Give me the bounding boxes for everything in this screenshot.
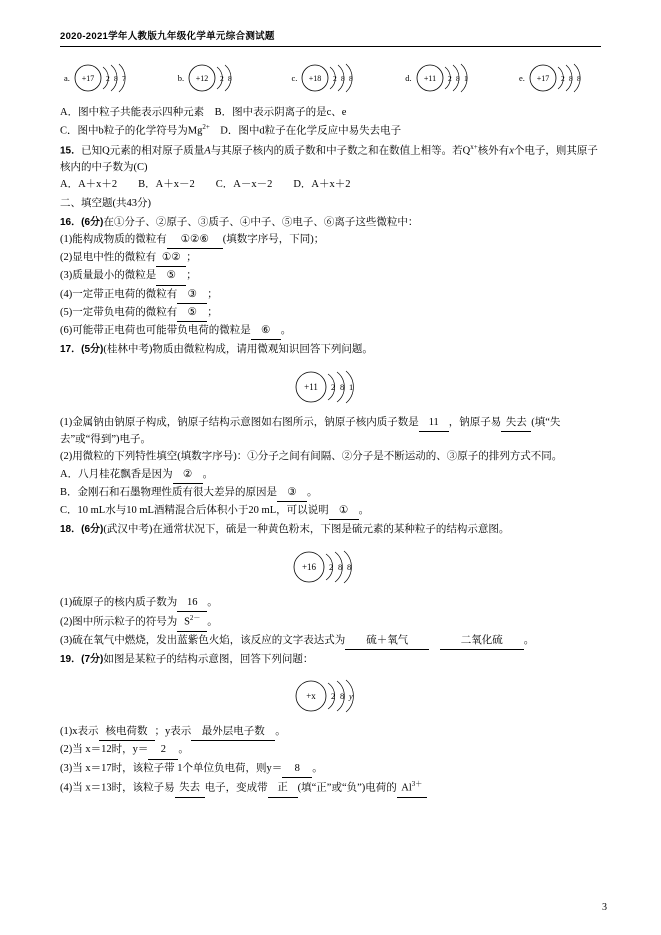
svg-text:+12: +12 — [195, 74, 209, 83]
q17-part1-answer1: 11 — [419, 415, 449, 432]
q19-item-2-text: (2)当 x＝12时，y＝ — [60, 744, 149, 756]
svg-text:8: 8 — [455, 74, 460, 83]
q16-item-4-tail: ； — [207, 288, 218, 300]
svg-text:2: 2 — [447, 74, 452, 83]
atom-diagram-e — [519, 61, 597, 95]
q17-part1 — [60, 415, 601, 449]
q17-option-b — [60, 485, 601, 502]
atom-label-e: e. — [519, 73, 525, 83]
atom-diagram-row — [64, 61, 597, 95]
q15-text3: 核外有 — [477, 145, 510, 157]
q16-item-5-text: (5)一定带负电荷的微粒有 — [60, 306, 178, 318]
q16-item-1-answer: ①②⑥ — [167, 232, 223, 249]
q19-item-4-symbol: Al — [401, 782, 412, 794]
q14-option-a: A．图中粒子共能表示四种元素 — [60, 107, 205, 118]
q15-answer: (C) — [133, 161, 148, 173]
q18-part1-answer: 16 — [177, 595, 207, 612]
q17-part1-text1: (1)金属钠由钠原子构成，钠原子结构示意图如右图所示，钠原子核内质子数是 — [60, 416, 419, 428]
q14-option-b: B．图中表示阴离子的是c、e — [214, 107, 347, 118]
svg-text:2: 2 — [220, 74, 224, 83]
svg-text:+16: +16 — [301, 561, 316, 572]
q17-option-c — [60, 503, 601, 520]
section-2-title: 二、填空题(共43分) — [60, 198, 151, 210]
q15-sup: x+ — [470, 143, 478, 152]
q17-option-b-tail: 。 — [307, 486, 318, 498]
q19-item-3-text: (3)当 x＝17时，该粒子带 1个单位负电荷，则y＝ — [60, 762, 283, 774]
svg-text:2: 2 — [330, 381, 335, 392]
q18-stem-text: (武汉中考)在通常状况下，硫是一种黄色粉末，下图是硫元素的某种粒子的结构示意图。 — [103, 524, 510, 536]
q17-option-a-tail: 。 — [202, 468, 214, 480]
q17-stem-text: (桂林中考)物质由微粒构成，请用微观知识回答下列问题。 — [103, 344, 373, 356]
q18-part2 — [60, 613, 601, 632]
q16-item-5-answer: ⑤ — [177, 305, 207, 322]
q19-item-3-tail: 。 — [312, 762, 323, 774]
svg-text:1: 1 — [463, 74, 468, 83]
atom-label-a: a. — [64, 73, 70, 83]
svg-text:2: 2 — [330, 691, 335, 702]
svg-text:+17: +17 — [536, 74, 550, 83]
q14-option-c-charge: 2+ — [202, 123, 210, 132]
q19-item-4-answer2: 正 — [268, 780, 298, 797]
q17-option-a — [60, 467, 601, 484]
svg-text:2: 2 — [333, 74, 338, 83]
q16-stem — [60, 215, 601, 231]
svg-text:2: 2 — [328, 561, 333, 572]
q18-part1-text: (1)硫原子的核内质子数为 — [60, 596, 178, 608]
q16-item-3-tail: ； — [186, 270, 197, 282]
q18-part3-text: (3)硫在氧气中燃烧，发出蓝紫色火焰，该反应的文字表达式为 — [60, 634, 346, 646]
svg-text:8: 8 — [576, 74, 581, 83]
q18-number: 18． — [60, 524, 82, 536]
atom-label-c: c. — [291, 73, 298, 83]
q16-item-6-answer: ⑥ — [251, 323, 281, 340]
q17-option-c-text: C．10 mL水与10 mL酒精混合后体积小于20 mL，可以说明 — [60, 505, 329, 517]
svg-text:8: 8 — [339, 381, 344, 392]
q18-score: (6分) — [81, 524, 104, 536]
q16-score: (6分) — [81, 216, 104, 228]
q16-item-1-tail: (填数字序号，下同)； — [222, 233, 325, 245]
q15-text1: 已知Q元素的相对原子质量 — [81, 145, 205, 157]
atom-label-d: d. — [405, 73, 412, 83]
svg-text:8: 8 — [341, 74, 346, 83]
q19-item-1 — [60, 724, 601, 741]
svg-text:+x: +x — [305, 691, 316, 702]
q17-part1-answer2: 失去 — [501, 415, 531, 432]
q16-item-2 — [60, 250, 601, 267]
q16-item-2-tail: ； — [186, 252, 197, 264]
q16-item-4-text: (4)一定带正电荷的微粒有 — [60, 288, 178, 300]
atom-label-b: b. — [177, 73, 185, 83]
svg-text:+18: +18 — [309, 74, 322, 83]
svg-text:1: 1 — [348, 381, 353, 392]
q18-part2-answer — [177, 613, 207, 632]
q18-figure — [60, 547, 601, 587]
q17-option-a-answer: ② — [173, 467, 203, 484]
q19-score: (7分) — [81, 653, 104, 665]
q18-part2-symbol: S — [184, 616, 190, 628]
q19-figure — [60, 676, 601, 716]
q14-option-ab — [60, 105, 601, 121]
q17-stem — [60, 342, 601, 358]
q17-option-c-answer: ① — [329, 503, 359, 520]
q17-part2: (2)用微粒的下列特性填空(填数字序号)：①分子之间有间隔、②分子是不断运动的、③原子的排列方式不同。 — [60, 451, 563, 463]
q16-item-3-answer: ⑤ — [156, 268, 186, 285]
q16-item-4 — [60, 287, 601, 304]
q17-option-b-text: B．金刚石和石墨物理性质有很大差异的原因是 — [60, 486, 278, 498]
q16-item-5 — [60, 305, 601, 322]
q18-part3 — [60, 633, 601, 650]
q19-number: 19． — [60, 653, 82, 665]
q18-part3-answer-right: 二氧化硫 — [440, 633, 524, 650]
q17-part1-text3: (填“失去”或“得到”)电子。 — [60, 416, 561, 445]
q15-italic-x: x — [509, 145, 514, 157]
q16-item-2-answer: ①② — [156, 250, 186, 267]
q19-stem-text: 如图是某粒子的结构示意图，回答下列问题： — [103, 653, 314, 665]
q16-item-5-tail: ； — [207, 306, 218, 318]
q19-item-1-answer2: 最外层电子数 — [191, 724, 275, 741]
q19-item-3 — [60, 761, 601, 778]
q18-part3-answer-left: 硫＋氧气 — [345, 633, 429, 650]
page-number: 3 — [602, 902, 607, 913]
q16-item-1 — [60, 232, 601, 249]
q16-item-6 — [60, 323, 601, 340]
q16-number: 16． — [60, 216, 82, 228]
q17-figure — [60, 367, 601, 407]
q19-stem — [60, 652, 601, 668]
q18-stem — [60, 522, 601, 538]
atom-diagram-a — [64, 61, 142, 95]
svg-text:8: 8 — [339, 691, 344, 702]
q15-choices: A．A＋x＋2 B．A＋x－2 C．A－x－2 D．A＋x＋2 — [60, 179, 351, 191]
q18-part2-tail: 。 — [207, 616, 218, 628]
q16-item-6-tail: 。 — [280, 325, 292, 337]
q15-italic-a: A — [204, 145, 211, 157]
q15-text4: 个电子，则其原子核内的中子数为 — [60, 145, 598, 173]
atom-diagram-b — [178, 61, 256, 95]
svg-text:2: 2 — [560, 74, 565, 83]
q19-item-3-answer: 8 — [282, 761, 312, 778]
q14-option-cd — [60, 122, 601, 140]
q19-item-4-answer1: 失去 — [175, 780, 205, 797]
q16-item-3-text: (3)质量最小的微粒是 — [60, 270, 157, 282]
q19-item-4-text1: (4)当 x＝13时，该粒子易 — [60, 782, 175, 794]
q18-part3-tail: 。 — [523, 634, 535, 646]
q15-number: 15． — [60, 145, 82, 157]
q19-item-4-charge: 3＋ — [411, 779, 423, 788]
q19-item-2-tail: 。 — [178, 744, 189, 756]
q19-item-4 — [60, 779, 601, 798]
svg-text:8: 8 — [349, 74, 354, 83]
document-header: 2020-2021学年人教版九年级化学单元综合测试题 — [60, 28, 601, 47]
q19-item-1-answer1: 核电荷数 — [99, 724, 155, 741]
q16-item-6-text: (6)可能带正电荷也可能带负电荷的微粒是 — [60, 325, 251, 337]
atom-diagram-d — [405, 61, 483, 95]
q19-item-1-text2: ；y表示 — [154, 726, 192, 738]
q18-part1 — [60, 595, 601, 612]
svg-text:8: 8 — [568, 74, 573, 83]
q15 — [60, 142, 601, 176]
q17-number: 17． — [60, 344, 82, 356]
q19-item-2-answer: 2 — [148, 742, 178, 759]
q17-option-a-text: A．八月桂花飘香是因为 — [60, 468, 173, 480]
q14-option-d: D．图中d粒子在化学反应中易失去电子 — [220, 125, 402, 137]
q16-stem-text: 在①分子、②原子、③质子、④中子、⑤电子、⑥离子这些微粒中： — [103, 216, 419, 228]
q16-item-4-answer: ③ — [177, 287, 207, 304]
q16-item-2-text: (2)显电中性的微粒有 — [60, 252, 157, 264]
svg-text:8: 8 — [228, 74, 232, 83]
q14-option-c: C．图中b粒子的化学符号为Mg — [60, 125, 203, 137]
q19-item-2 — [60, 742, 601, 759]
q19-item-4-text2: 电子，变成带 — [204, 782, 268, 794]
svg-text:+11: +11 — [303, 381, 318, 392]
q19-item-4-text3: (填“正”或“负”)电荷的 — [297, 782, 397, 794]
q19-item-1-text1: (1)x表示 — [60, 726, 99, 738]
q16-item-1-text: (1)能构成物质的微粒有 — [60, 233, 167, 245]
q16-item-3 — [60, 268, 601, 285]
svg-text:y: y — [348, 691, 353, 702]
q19-item-1-tail: 。 — [275, 726, 286, 738]
svg-text:+17: +17 — [81, 74, 95, 83]
svg-text:8: 8 — [337, 561, 342, 572]
svg-text:8: 8 — [113, 74, 118, 83]
svg-text:+11: +11 — [423, 74, 436, 83]
svg-text:7: 7 — [121, 74, 126, 83]
svg-text:8: 8 — [346, 561, 351, 572]
q19-item-4-answer3 — [397, 779, 427, 798]
q17-option-c-tail: 。 — [358, 505, 370, 517]
q17-score: (5分) — [81, 344, 104, 356]
atom-diagram-c — [292, 61, 370, 95]
q18-part2-text: (2)图中所示粒子的符号为 — [60, 616, 178, 628]
q15-text2: 与其原子核内的质子数和中子数之和在数值上相等。若Q — [210, 145, 471, 157]
svg-text:2: 2 — [105, 74, 110, 83]
q17-option-b-answer: ③ — [277, 485, 307, 502]
q18-part2-charge: 2－ — [189, 613, 201, 622]
q18-part1-tail: 。 — [207, 596, 218, 608]
q17-part1-text2: ，钠原子易 — [448, 416, 502, 428]
